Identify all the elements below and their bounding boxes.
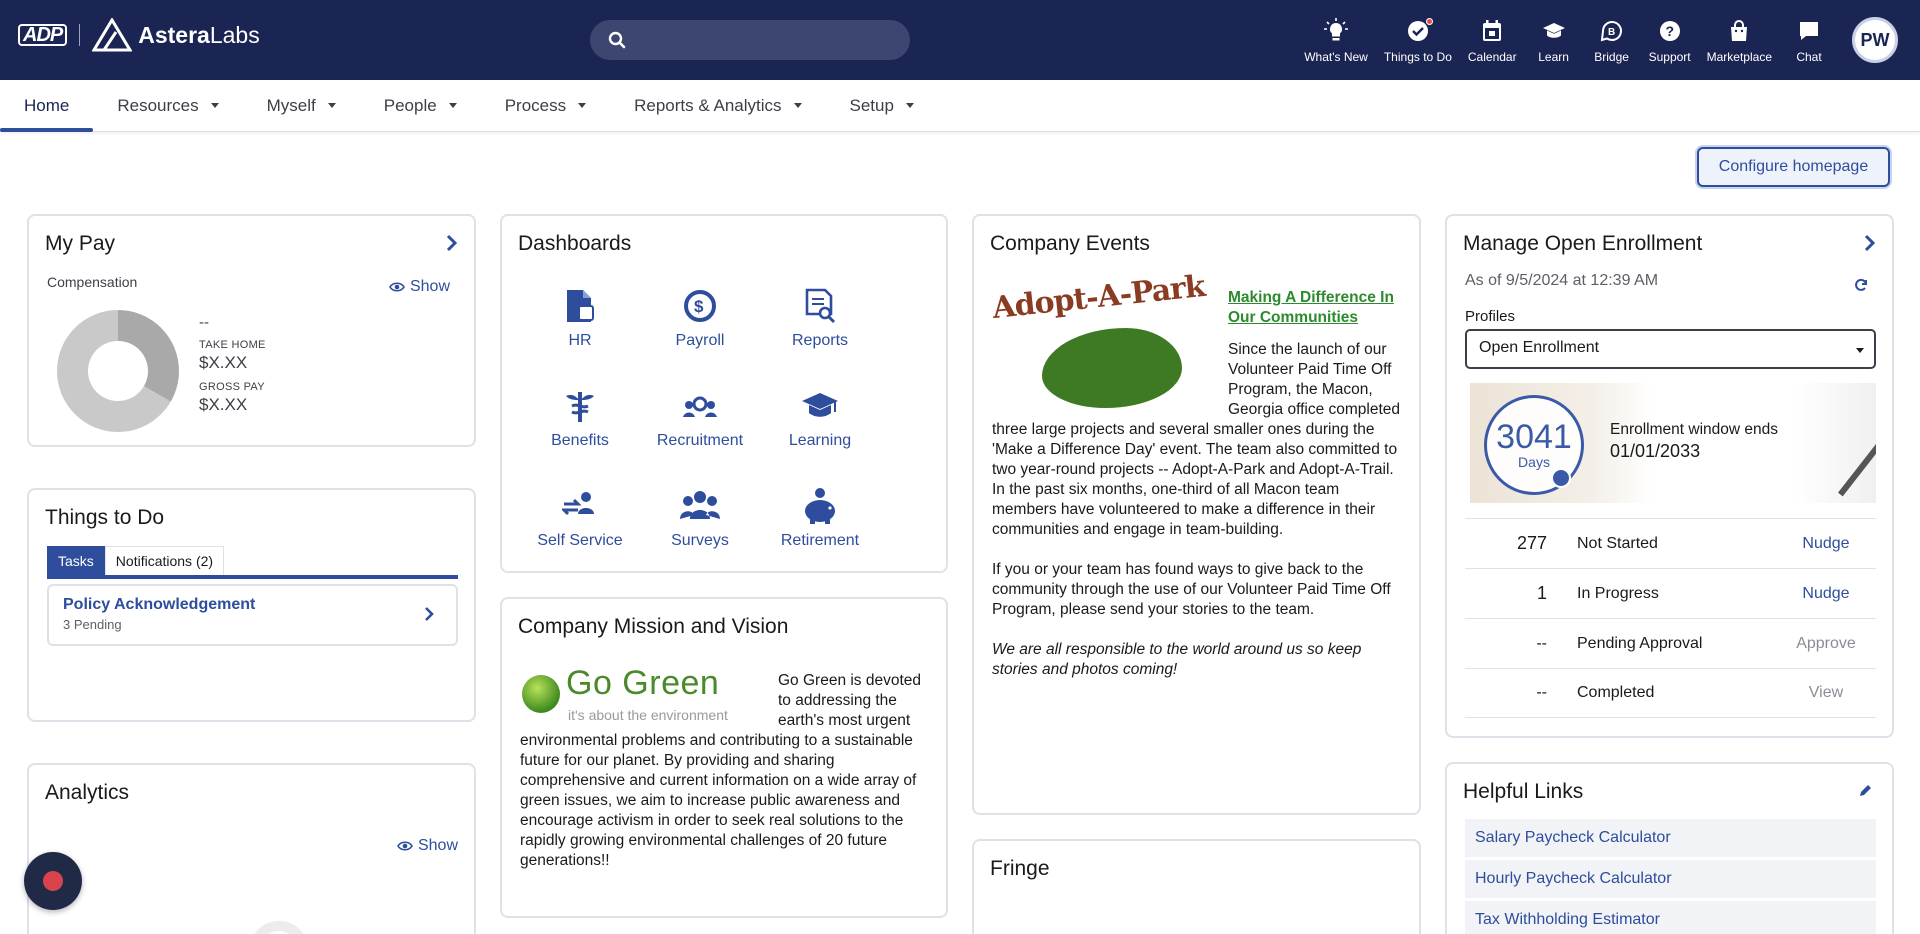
nav-label: Learn	[1538, 50, 1569, 64]
adopt-a-park-image	[990, 268, 1224, 416]
take-home-value: $X.XX	[199, 353, 248, 372]
pay-dash: --	[199, 314, 209, 331]
hr-document-icon	[563, 286, 597, 326]
tab-label: Home	[24, 95, 70, 115]
events-text: We are all responsible to the world around us so keep stories and photos coming!	[992, 641, 1362, 678]
caret-down-icon	[328, 103, 336, 108]
todo-tabs	[47, 546, 458, 579]
events-link[interactable]: Making A Difference In Our Communities	[1228, 289, 1394, 326]
show-label: Show	[409, 278, 450, 295]
brand-divider	[79, 24, 80, 46]
edit-pencil-icon[interactable]	[1858, 784, 1872, 803]
helpful-links-list	[1465, 819, 1876, 934]
clock-icon	[1551, 468, 1571, 488]
status-label: Pending Approval	[1577, 634, 1703, 652]
astera-triangle-icon	[92, 18, 132, 52]
nav-label: Support	[1648, 50, 1691, 64]
show-label: Show	[417, 837, 458, 854]
enrollment-window-banner	[1470, 383, 1876, 503]
caret-down-icon	[1856, 348, 1864, 353]
dashboard-self-service[interactable]	[520, 486, 640, 586]
show-pay-link[interactable]	[389, 278, 450, 296]
status-count: --	[1536, 684, 1547, 701]
top-navigation-bar	[0, 0, 1920, 80]
card-title: Manage Open Enrollment	[1463, 232, 1703, 255]
pay-donut-chart	[57, 310, 179, 432]
tab-resources[interactable]	[93, 80, 242, 131]
helpful-link[interactable]: Tax Withholding Estimator	[1465, 901, 1876, 934]
caret-down-icon	[578, 103, 586, 108]
tab-notifications[interactable]: Notifications (2)	[105, 546, 224, 575]
gross-pay-value: $X.XX	[199, 395, 248, 414]
days-number: 3041	[1496, 418, 1572, 456]
card-title: Dashboards	[518, 232, 632, 255]
tab-label: Reports & Analytics	[634, 95, 782, 115]
events-paragraph	[992, 640, 1407, 680]
graduation-cap-icon	[1542, 16, 1566, 46]
configure-homepage-button[interactable]: Configure homepage	[1697, 147, 1890, 187]
dashboards-card	[500, 214, 948, 573]
search-icon	[608, 31, 626, 49]
fringe-card	[972, 839, 1421, 934]
notification-dot	[1426, 18, 1433, 25]
nav-things-to-do[interactable]	[1376, 0, 1460, 80]
dashboard-reports[interactable]	[760, 286, 880, 386]
surveys-icon	[680, 486, 720, 526]
tab-myself[interactable]	[243, 80, 360, 131]
search-bar[interactable]	[590, 20, 910, 60]
nav-bridge[interactable]	[1583, 0, 1641, 80]
events-text: Since the launch of our Volunteer Paid Time Off Program, the Macon, Georgia office completed three large projects and several smaller ones during the 'Make a Difference Day' event. The team also committed to two year-round projects -- Adopt-A-Park and Adopt-A-Trail. In the past six months, one-third of all Macon team members have volunteered to make a difference in their communities and engage in team-building.	[992, 341, 1401, 538]
dashboard-retirement[interactable]	[760, 486, 880, 586]
compensation-label: Compensation	[47, 274, 138, 290]
caret-down-icon	[211, 103, 219, 108]
self-service-icon	[562, 486, 598, 526]
status-row-not-started	[1465, 518, 1876, 568]
company-logo	[92, 18, 259, 52]
svg-text:B: B	[1607, 27, 1615, 38]
company-name: AsteraLabs	[138, 21, 260, 48]
learning-icon	[800, 386, 840, 426]
dashboard-benefits[interactable]	[520, 386, 640, 486]
logo-tagline: it's about the environment	[568, 707, 728, 723]
nav-chat[interactable]	[1780, 0, 1838, 80]
reports-icon	[803, 286, 837, 326]
gross-pay-label: GROSS PAY	[199, 381, 265, 393]
nav-label: Chat	[1796, 50, 1822, 64]
approve-button[interactable]: Approve	[1796, 634, 1856, 652]
tab-label: Process	[504, 95, 567, 115]
status-count: 277	[1516, 533, 1547, 553]
card-title: My Pay	[45, 232, 116, 255]
mission-body: Go Green is devoted to addressing the earth's most urgent environmental problems and contributing to a sustainable future for our planet. By providing and sharing comprehensive and current information on a wide array of green issues, we aim to increase public awareness and encourage activism in order to seek real solutions to the rapidly growing environmental challenges of 20 future generations!!	[520, 672, 922, 869]
enrollment-status-list	[1465, 518, 1876, 718]
search-input[interactable]	[636, 32, 886, 49]
tab-process[interactable]	[481, 80, 610, 131]
nav-label: Marketplace	[1706, 50, 1772, 64]
recruitment-icon	[682, 386, 718, 426]
company-events-card	[972, 214, 1421, 815]
caret-down-icon	[449, 103, 457, 108]
task-title: Policy Acknowledgement	[63, 596, 256, 613]
tab-people[interactable]	[360, 80, 481, 131]
status-label: Completed	[1577, 684, 1655, 701]
shopping-bag-icon	[1729, 16, 1749, 46]
oak-leaf-icon	[1042, 328, 1182, 408]
adopt-logo-text: Adopt-A-Park	[990, 268, 1207, 327]
chevron-right-icon	[424, 606, 434, 627]
calendar-icon	[1482, 16, 1502, 46]
helpful-link[interactable]: Hourly Paycheck Calculator	[1465, 860, 1876, 898]
brand-logo[interactable]	[18, 18, 260, 52]
benefits-icon	[562, 386, 598, 426]
nav-whats-new[interactable]	[1296, 0, 1376, 80]
manage-open-enrollment-card	[1445, 214, 1894, 738]
enrollment-window-text	[1610, 421, 1778, 462]
dashboard-learning[interactable]	[760, 386, 880, 486]
events-text: If you or your team has found ways to give back to the community through the use of our Volunteer Paid Time Off Program, please send your stories to the team.	[992, 561, 1391, 618]
dashboard-label: Payroll	[675, 332, 725, 349]
company-mission-card	[500, 597, 948, 918]
user-avatar[interactable]: PW	[1852, 17, 1898, 63]
dashboard-label: Benefits	[551, 432, 609, 449]
chevron-right-icon[interactable]	[1864, 234, 1876, 257]
select-value: Open Enrollment	[1479, 339, 1600, 356]
retirement-icon	[800, 486, 840, 526]
dashboard-hr[interactable]	[520, 286, 640, 386]
status-label: Not Started	[1577, 534, 1658, 552]
show-analytics-link[interactable]	[397, 837, 458, 855]
policy-acknowledgement-item[interactable]	[47, 584, 458, 646]
caret-down-icon	[794, 103, 802, 108]
status-row-in-progress	[1465, 568, 1876, 618]
view-button[interactable]: View	[1808, 684, 1844, 701]
days-label: Days	[1518, 454, 1550, 470]
nav-label: Bridge	[1594, 50, 1629, 64]
as-of-timestamp: As of 9/5/2024 at 12:39 AM	[1465, 272, 1659, 289]
check-badge-icon	[1407, 16, 1429, 46]
card-title: Company Mission and Vision	[518, 615, 789, 638]
go-green-logo	[520, 664, 772, 723]
card-title: Things to Do	[45, 506, 165, 529]
dashboard-label: Reports	[791, 332, 849, 349]
status-row-completed	[1465, 668, 1876, 718]
profiles-label: Profiles	[1465, 308, 1516, 325]
status-count: --	[1536, 634, 1547, 652]
nav-calendar[interactable]	[1460, 0, 1525, 80]
lightbulb-icon	[1324, 16, 1348, 46]
take-home-label: TAKE HOME	[199, 339, 266, 351]
dashboard-label: Learning	[788, 432, 852, 449]
dashboard-label: Surveys	[671, 532, 729, 549]
main-tabs	[0, 80, 1920, 132]
pay-values	[199, 314, 266, 415]
bridge-icon	[1600, 16, 1624, 46]
card-title: Helpful Links	[1463, 780, 1584, 803]
dashboard-label: Self Service	[537, 532, 623, 549]
dashboard-surveys[interactable]	[640, 486, 760, 586]
things-to-do-card	[27, 488, 476, 722]
tab-label: Resources	[117, 95, 199, 115]
header-icon-nav	[1296, 0, 1910, 80]
nav-learn[interactable]	[1525, 0, 1583, 80]
tab-setup[interactable]	[826, 80, 938, 131]
helpful-links-card	[1445, 762, 1894, 934]
nav-label: Things to Do	[1383, 50, 1452, 64]
dashboards-grid	[520, 286, 880, 586]
days-remaining-ring	[1484, 395, 1584, 495]
window-label: Enrollment window ends	[1610, 421, 1779, 438]
leaf-icon	[522, 675, 560, 713]
tab-label: Setup	[849, 95, 894, 115]
floating-chat-button[interactable]	[24, 852, 82, 910]
svg-text:$: $	[694, 297, 704, 316]
tab-label: People	[383, 95, 437, 115]
nav-label: Calendar	[1467, 50, 1517, 64]
events-paragraph	[992, 560, 1407, 620]
chat-record-icon	[43, 871, 63, 891]
card-title: Analytics	[45, 781, 130, 804]
nav-support[interactable]	[1641, 0, 1699, 80]
analytics-chart-placeholder	[249, 921, 309, 934]
nudge-button[interactable]: Nudge	[1802, 584, 1850, 602]
refresh-icon[interactable]	[1854, 278, 1868, 297]
status-label: In Progress	[1577, 584, 1659, 602]
tab-reports-analytics[interactable]	[610, 80, 825, 131]
profile-select[interactable]	[1465, 329, 1876, 369]
card-title: Company Events	[990, 232, 1150, 255]
mission-content	[520, 664, 930, 871]
tab-tasks[interactable]: Tasks	[47, 546, 105, 575]
payroll-icon	[682, 286, 718, 326]
dashboard-label: Recruitment	[656, 432, 744, 449]
pen-icon	[1838, 430, 1876, 497]
events-content	[990, 268, 1407, 700]
helpful-link[interactable]: Salary Paycheck Calculator	[1465, 819, 1876, 857]
caret-down-icon	[906, 103, 914, 108]
chevron-right-icon[interactable]	[446, 234, 458, 257]
status-count: 1	[1536, 583, 1547, 603]
adp-logo: ADP	[18, 24, 67, 46]
window-date: 01/01/2033	[1610, 441, 1701, 461]
nav-marketplace[interactable]	[1699, 0, 1780, 80]
nudge-button[interactable]: Nudge	[1802, 534, 1850, 552]
svg-text:?: ?	[1665, 23, 1674, 39]
tab-home[interactable]	[0, 80, 93, 131]
dashboard-recruitment[interactable]	[640, 386, 760, 486]
dashboard-payroll[interactable]	[640, 286, 760, 386]
dashboard-label: Retirement	[780, 532, 860, 549]
nav-label: What's New	[1304, 50, 1368, 64]
eye-icon	[389, 281, 405, 293]
card-title: Fringe	[990, 857, 1050, 880]
eye-icon	[397, 840, 413, 852]
my-pay-card	[27, 214, 476, 447]
dashboard-label: HR	[568, 332, 592, 349]
status-row-pending-approval	[1465, 618, 1876, 668]
chat-icon	[1798, 16, 1820, 46]
logo-text: Go Green	[566, 664, 720, 702]
analytics-card	[27, 763, 476, 934]
task-subtitle: 3 Pending	[63, 617, 122, 632]
tab-label: Myself	[266, 95, 316, 115]
question-icon	[1659, 16, 1681, 46]
